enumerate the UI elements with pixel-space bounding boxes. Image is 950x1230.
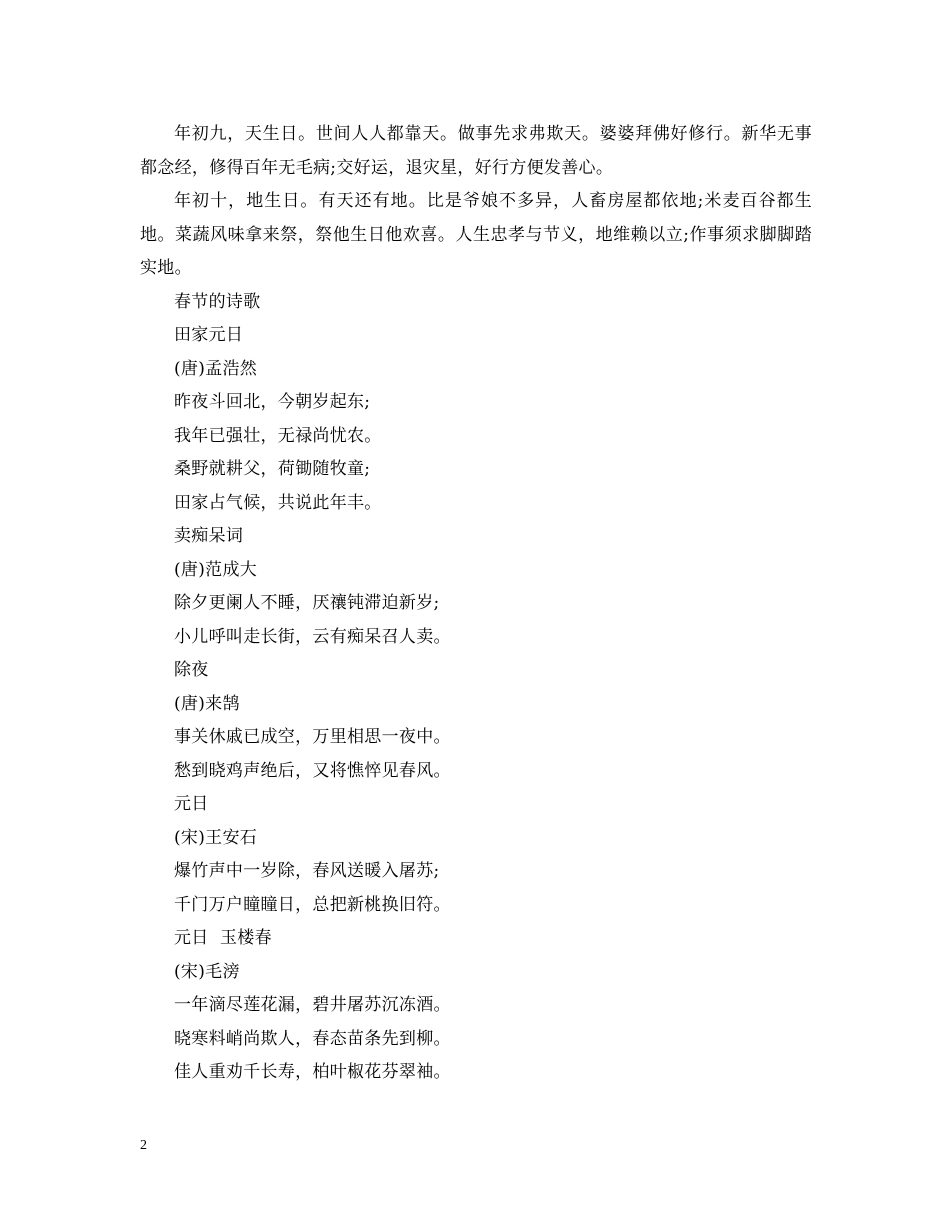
paragraph-day-ten: 年初十，地生日。有天还有地。比是爷娘不多异，人畜房屋都依地;米麦百谷都生地。菜蔬风味拿来祭，祭他生日他欢喜。人生忠孝与节义，地维赖以立;作事须求脚脚踏实地。 [140, 191, 812, 278]
poem-author: (宋)王安石 [174, 827, 258, 848]
poem-line: 昨夜斗回北，今朝岁起东; [174, 392, 371, 412]
poem-line: 一年滴尽莲花漏，碧井屠苏沉冻酒。 [174, 995, 451, 1015]
poem-title: 除夜 [174, 660, 209, 680]
poem-line: 晓寒料峭尚欺人，春态苗条先到柳。 [174, 1028, 451, 1049]
poem-author: (唐)范成大 [174, 559, 258, 580]
poem-line: 桑野就耕父，荷锄随牧童; [174, 459, 371, 479]
poem-line: 千门万户瞳瞳日，总把新桃换旧符。 [174, 894, 451, 915]
poem-title: 田家元日 [174, 325, 244, 345]
poem-line: 事关休戚已成空，万里相思一夜中。 [174, 727, 451, 747]
poem-line: 佳人重劝千长寿，柏叶椒花芬翠袖。 [174, 1062, 451, 1082]
poem-author: (唐)孟浩然 [174, 358, 258, 379]
poem-title: 元日 [174, 794, 209, 814]
poem-line: 爆竹声中一岁除，春风送暖入屠苏; [174, 861, 440, 881]
poem-line: 田家占气候，共说此年丰。 [174, 492, 382, 513]
poem-title: 卖痴呆词 [174, 526, 244, 546]
poem-author: (唐)来鹄 [174, 693, 240, 714]
page-number: 2 [140, 1138, 147, 1153]
poem-title: 元日 玉楼春 [174, 928, 272, 948]
section-heading: 春节的诗歌 [174, 291, 261, 312]
poem-line: 我年已强壮，无禄尚忧农。 [174, 425, 382, 446]
poem-line: 小儿呼叫走长街，云有痴呆召人卖。 [174, 626, 451, 647]
poem-line: 除夕更阑人不睡，厌禳钝滞迫新岁; [174, 593, 440, 613]
paragraph-day-nine: 年初九，天生日。世间人人都靠天。做事先求弗欺天。婆婆拜佛好修行。新华无事都念经，修得百年无毛病;交好运，退灾星，好行方便发善心。 [140, 124, 812, 178]
poem-line: 愁到晓鸡声绝后，又将憔悴见春风。 [174, 760, 451, 781]
document-body [140, 118, 812, 1090]
poem-author: (宋)毛滂 [174, 961, 240, 982]
